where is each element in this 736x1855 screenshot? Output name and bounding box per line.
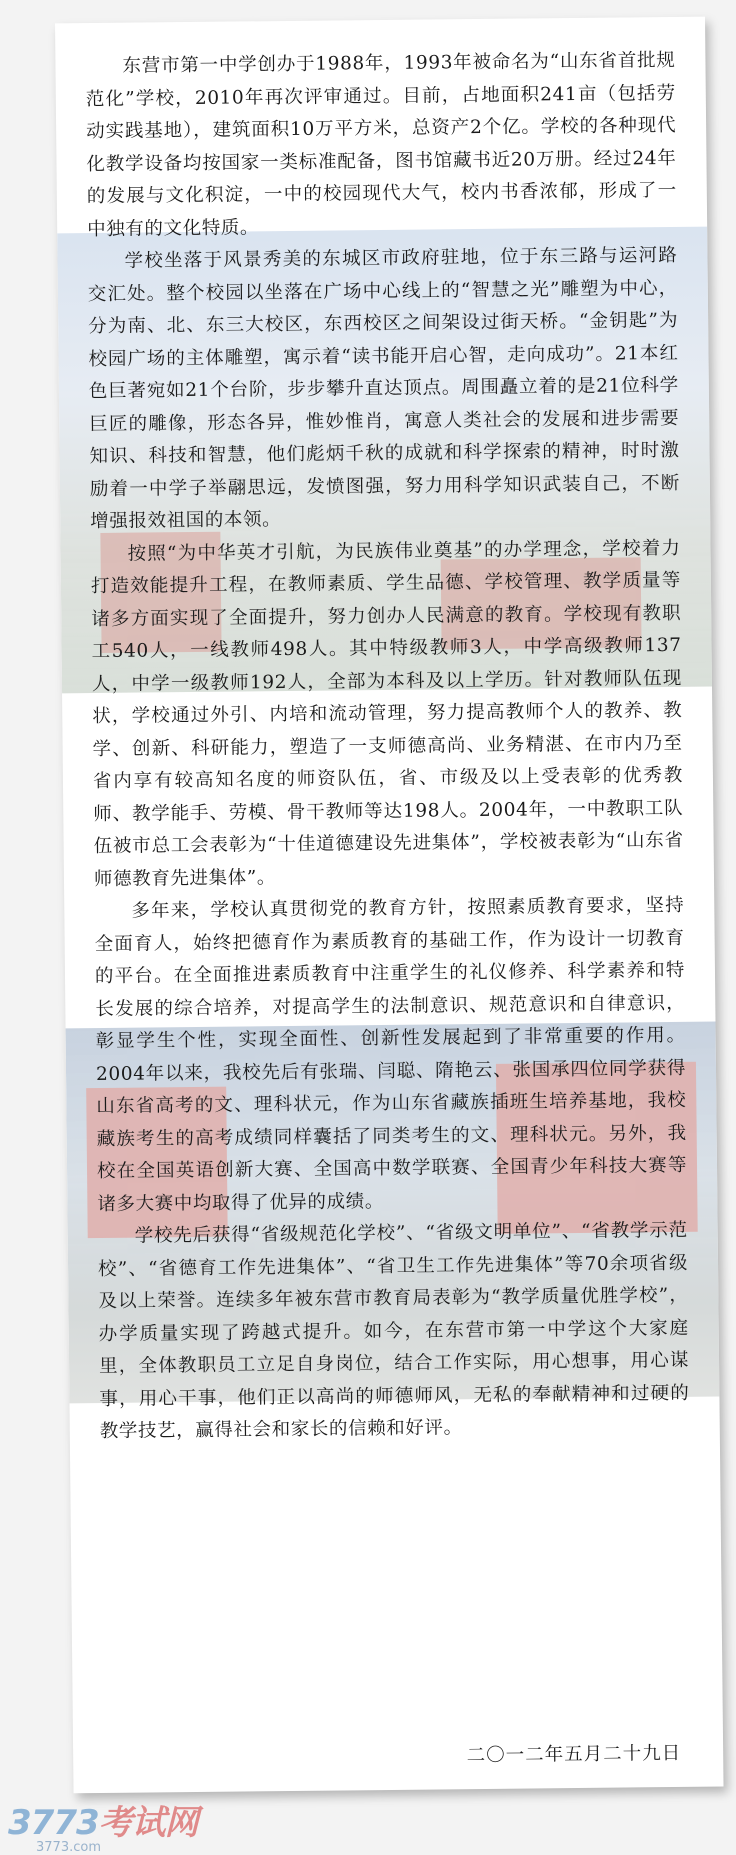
paragraph-4: 多年来，学校认真贯彻党的教育方针，按照素质教育要求，坚持全面育人，始终把德育作为素质教育的基础工作，作为设计一切教育的平台。在全面推进素质教育中注重学生的礼仪修养、科学素养和特长发展的综合培养，对提高学生的法制意识、规范意识和自律意识，彰显学生个性，实现全面性、创新性发展起到了非常重要的作用。2004年以来，我校先后有张瑞、闫聪、隋艳云、张国承四位同学获得山东省高考的文、理科状元，作为山东省藏族插班生培养基地，我校藏族考生的高考成绩同样囊括了同类考生的文、理科状元。另外，我校在全国英语创新大赛、全国高中数学联赛、全国青少年科技大赛等诸多大赛中均取得了优异的成绩。: [94, 894, 688, 1215]
paragraph-2: 学校坐落于风景秀美的东城区市政府驻地，位于东三路与运河路交汇处。整个校园以坐落在广场中心线上的“智慧之光”雕塑为中心，分为南、北、东三大校区，东西校区之间架设过街天桥。“金钥匙”为校园广场的主体雕塑，寓示着“读书能开启心智，走向成功”。21本红色巨著宛如21个台阶，步步攀升直达顶点。周围矗立着的是21位科学巨匠的雕像，形态各异，惟妙惟肖，寓意人类社会的发展和进步需要知识、科技和智慧，他们彪炳千秋的成就和科学探索的精神，时时激励着一中学子举翮思远，发愤图强，努力用科学知识武装自己，不断增强报效祖国的本领。: [87, 244, 680, 533]
paragraph-1: 东营市第一中学创办于1988年，1993年被命名为“山东省首批规范化”学校，2010年再次评审通过。目前，占地面积241亩（包括劳动实践基地），建筑面积10万平方米，总资产2个亿。学校的各种现代化教学设备均按国家一类标准配备，图书馆藏书近20万册。经过24年的发展与文化积淀，一中的校园现代大气，校内书香浓郁，形成了一中独有的文化特质。: [85, 49, 677, 240]
paragraph-5: 学校先后获得“省级规范化学校”、“省级文明单位”、“省教学示范校”、“省德育工作先进集体”、“省卫生工作先进集体”等70余项省级及以上荣誉。连续多年被东营市教育局表彰为“教学质量优胜学校”，办学质量实现了跨越式提升。如今，在东营市第一中学这个大家庭里，全体教职员工立足自身岗位，结合工作实际，用心想事，用心谋事，用心干事，他们正以高尚的师德师风，无私的奉献精神和过硬的教学技艺，赢得社会和家长的信赖和好评。: [97, 1219, 690, 1443]
watermark-url: 3773.com: [36, 1840, 101, 1855]
signature-date: 二〇一二年五月二十九日: [466, 1742, 682, 1767]
watermark-brand-text: 考试网: [98, 1803, 198, 1843]
article-body: [85, 45, 690, 1449]
site-watermark: [8, 1795, 198, 1855]
paragraph-3: 按照“为中华英才引航，为民族伟业奠基”的办学理念，学校着力打造效能提升工程，在教师素质、学生品德、学校管理、教学质量等诸多方面实现了全面提升，努力创办人民满意的教育。学校现有教职工540人，一线教师498人。其中特级教师3人，中学高级教师137人，中学一级教师192人，全部为本科及以上学历。针对教师队伍现状，学校通过外引、内培和流动管理，努力提高教师个人的教养、教学、创新、科研能力，塑造了一支师德高尚、业务精湛、在市内乃至省内享有较高知名度的师资队伍，省、市级及以上受表彰的优秀教师、教学能手、劳模、骨干教师等达198人。2004年，一中教职工队伍被市总工会表彰为“十佳道德建设先进集体”，学校被表彰为“山东省师德教育先进集体”。: [90, 537, 684, 890]
watermark-brand-number: 3773: [8, 1803, 99, 1843]
document-page: [55, 17, 723, 1794]
